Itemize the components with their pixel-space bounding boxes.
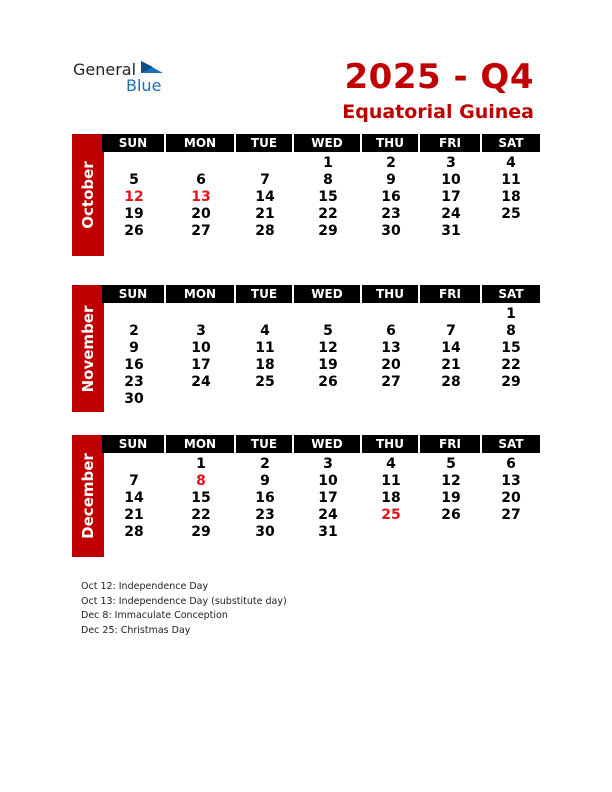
- note-item: Dec 25: Christmas Day: [81, 624, 191, 636]
- weekday-header-mon: MON: [166, 134, 236, 152]
- day-cell: 13: [501, 473, 521, 489]
- empty-day-cell: [362, 306, 420, 323]
- weekday-header-tue: TUE: [236, 435, 294, 453]
- week-row: [102, 456, 540, 473]
- day-cell: 27: [501, 507, 521, 523]
- day-cell: 10: [318, 473, 338, 489]
- empty-day-cell: [166, 391, 236, 408]
- weekday-header-sat: SAT: [498, 287, 524, 301]
- day-cell: 18: [381, 490, 401, 506]
- day-cell: 12: [318, 340, 338, 356]
- day-cell: 15: [191, 490, 211, 506]
- day-cell: 13: [381, 340, 401, 356]
- month-october: [72, 134, 540, 256]
- day-cell: 25: [255, 374, 275, 390]
- day-cell: 14: [255, 189, 275, 205]
- day-cell: 3: [196, 323, 206, 339]
- weekday-header-wed: WED: [294, 285, 362, 303]
- note-item: Dec 8: Immaculate Conception: [81, 610, 228, 621]
- day-cell: 2: [129, 323, 139, 339]
- weekday-header-wed: WED: [294, 134, 362, 152]
- day-cell: 15: [318, 189, 338, 205]
- empty-day-cell: [236, 155, 294, 172]
- month-tab: [72, 134, 104, 256]
- day-cell: 20: [381, 357, 401, 373]
- week-row: [102, 172, 540, 189]
- day-cell: 9: [260, 473, 270, 489]
- week-row: [102, 206, 540, 223]
- month-label: November: [79, 305, 97, 392]
- holiday-day-cell: 8: [196, 473, 206, 489]
- empty-day-cell: [482, 524, 540, 541]
- weekday-header-thu: THU: [362, 134, 420, 152]
- day-cell: 5: [446, 456, 456, 472]
- week-row: [102, 391, 540, 408]
- weekday-header-fri: FRI: [420, 285, 482, 303]
- day-cell: 14: [441, 340, 461, 356]
- empty-day-cell: [294, 391, 362, 408]
- day-cell: 26: [318, 374, 338, 390]
- day-cell: 7: [260, 172, 270, 188]
- day-cell: 2: [386, 155, 396, 171]
- day-cell: 28: [124, 524, 144, 540]
- day-cell: 18: [501, 189, 521, 205]
- month-label: October: [79, 161, 97, 229]
- weekday-header-wed: WED: [294, 435, 362, 453]
- empty-day-cell: [420, 306, 482, 323]
- day-cell: 8: [323, 172, 333, 188]
- weekday-header-fri: FRI: [420, 435, 482, 453]
- weekday-header-tue: TUE: [236, 134, 294, 152]
- day-cell: 6: [506, 456, 516, 472]
- day-cell: 31: [318, 524, 338, 540]
- day-cell: 7: [129, 473, 139, 489]
- weekday-header-sat: SAT: [498, 437, 524, 451]
- empty-day-cell: [294, 306, 362, 323]
- day-cell: 27: [191, 223, 211, 239]
- country-subtitle: Equatorial Guinea: [342, 101, 534, 123]
- day-cell: 17: [441, 189, 461, 205]
- month-grid: [102, 435, 540, 541]
- day-cell: 11: [501, 172, 521, 188]
- day-cell: 7: [446, 323, 456, 339]
- week-row: [102, 357, 540, 374]
- weekday-header-sat: SAT: [498, 136, 524, 150]
- empty-day-cell: [236, 391, 294, 408]
- weekday-header-row: [102, 435, 540, 453]
- week-row: [102, 374, 540, 391]
- day-cell: 2: [260, 456, 270, 472]
- note-item: Oct 13: Independence Day (substitute day): [81, 595, 287, 607]
- day-cell: 24: [441, 206, 461, 222]
- week-row: [102, 490, 540, 507]
- day-cell: 8: [506, 323, 516, 339]
- month-grid: [102, 285, 540, 408]
- day-cell: 23: [255, 507, 275, 523]
- day-cell: 6: [196, 172, 206, 188]
- empty-day-cell: [420, 524, 482, 541]
- empty-day-cell: [166, 306, 236, 323]
- page-title: 2025 - Q4: [344, 57, 534, 97]
- day-cell: 29: [191, 524, 211, 540]
- day-cell: 31: [441, 223, 461, 239]
- day-cell: 21: [124, 507, 144, 523]
- day-cell: 27: [381, 374, 401, 390]
- day-cell: 22: [501, 357, 521, 373]
- day-cell: 9: [129, 340, 139, 356]
- week-row: [102, 507, 540, 524]
- day-cell: 23: [381, 206, 401, 222]
- day-cell: 20: [191, 206, 211, 222]
- holiday-day-cell: 13: [191, 189, 211, 205]
- month-label: December: [79, 453, 97, 539]
- day-cell: 4: [506, 155, 516, 171]
- weekday-header-row: [102, 285, 540, 303]
- month-november: [72, 285, 540, 412]
- week-row: [102, 306, 540, 323]
- week-row: [102, 223, 540, 240]
- week-row: [102, 323, 540, 340]
- day-cell: 30: [255, 524, 275, 540]
- weekday-header-mon: MON: [166, 285, 236, 303]
- empty-day-cell: [420, 391, 482, 408]
- day-cell: 11: [381, 473, 401, 489]
- logo-flag-icon: [141, 61, 163, 77]
- day-cell: 24: [318, 507, 338, 523]
- week-row: [102, 155, 540, 172]
- empty-day-cell: [236, 306, 294, 323]
- week-row: [102, 524, 540, 541]
- day-cell: 14: [124, 490, 144, 506]
- holiday-day-cell: 12: [124, 189, 144, 205]
- week-row: [102, 473, 540, 490]
- day-cell: 17: [318, 490, 338, 506]
- day-cell: 26: [441, 507, 461, 523]
- day-cell: 3: [323, 456, 333, 472]
- empty-day-cell: [482, 391, 540, 408]
- day-cell: 18: [255, 357, 275, 373]
- day-cell: 5: [129, 172, 139, 188]
- day-cell: 19: [318, 357, 338, 373]
- day-cell: 12: [441, 473, 461, 489]
- day-cell: 4: [260, 323, 270, 339]
- weekday-header-thu: THU: [362, 435, 420, 453]
- month-tab: [72, 435, 104, 557]
- holiday-day-cell: 25: [381, 507, 401, 523]
- day-cell: 5: [323, 323, 333, 339]
- weekday-header-thu: THU: [362, 285, 420, 303]
- empty-day-cell: [102, 306, 166, 323]
- day-cell: 22: [318, 206, 338, 222]
- day-cell: 25: [501, 206, 521, 222]
- day-cell: 29: [501, 374, 521, 390]
- day-cell: 21: [255, 206, 275, 222]
- weekday-header-tue: TUE: [236, 285, 294, 303]
- empty-day-cell: [102, 456, 166, 473]
- week-row: [102, 340, 540, 357]
- day-cell: 30: [124, 391, 144, 407]
- day-cell: 30: [381, 223, 401, 239]
- weekday-header-sun: SUN: [102, 134, 166, 152]
- weekday-header-sun: SUN: [102, 435, 166, 453]
- empty-day-cell: [362, 524, 420, 541]
- day-cell: 24: [191, 374, 211, 390]
- holiday-notes: [81, 580, 287, 638]
- logo-general-text: General: [73, 60, 137, 79]
- week-row: [102, 189, 540, 206]
- day-cell: 9: [386, 172, 396, 188]
- day-cell: 10: [191, 340, 211, 356]
- day-cell: 3: [446, 155, 456, 171]
- generalblue-logo: [73, 58, 183, 98]
- day-cell: 26: [124, 223, 144, 239]
- day-cell: 17: [191, 357, 211, 373]
- day-cell: 28: [255, 223, 275, 239]
- month-december: [72, 435, 540, 557]
- empty-day-cell: [166, 155, 236, 172]
- day-cell: 4: [386, 456, 396, 472]
- day-cell: 20: [501, 490, 521, 506]
- day-cell: 28: [441, 374, 461, 390]
- month-tab: [72, 285, 104, 412]
- day-cell: 1: [323, 155, 333, 171]
- day-cell: 16: [124, 357, 144, 373]
- day-cell: 16: [255, 490, 275, 506]
- day-cell: 6: [386, 323, 396, 339]
- note-item: Oct 12: Independence Day: [81, 581, 209, 592]
- weekday-header-mon: MON: [166, 435, 236, 453]
- day-cell: 1: [506, 306, 516, 322]
- day-cell: 21: [441, 357, 461, 373]
- logo-blue-text: Blue: [126, 76, 162, 95]
- day-cell: 22: [191, 507, 211, 523]
- weekday-header-sun: SUN: [102, 285, 166, 303]
- day-cell: 15: [501, 340, 521, 356]
- day-cell: 19: [441, 490, 461, 506]
- empty-day-cell: [102, 155, 166, 172]
- day-cell: 10: [441, 172, 461, 188]
- day-cell: 1: [196, 456, 206, 472]
- weekday-header-fri: FRI: [420, 134, 482, 152]
- day-cell: 19: [124, 206, 144, 222]
- empty-day-cell: [362, 391, 420, 408]
- month-grid: [102, 134, 540, 240]
- day-cell: 29: [318, 223, 338, 239]
- day-cell: 11: [255, 340, 275, 356]
- weekday-header-row: [102, 134, 540, 152]
- empty-day-cell: [482, 223, 540, 240]
- day-cell: 23: [124, 374, 144, 390]
- day-cell: 16: [381, 189, 401, 205]
